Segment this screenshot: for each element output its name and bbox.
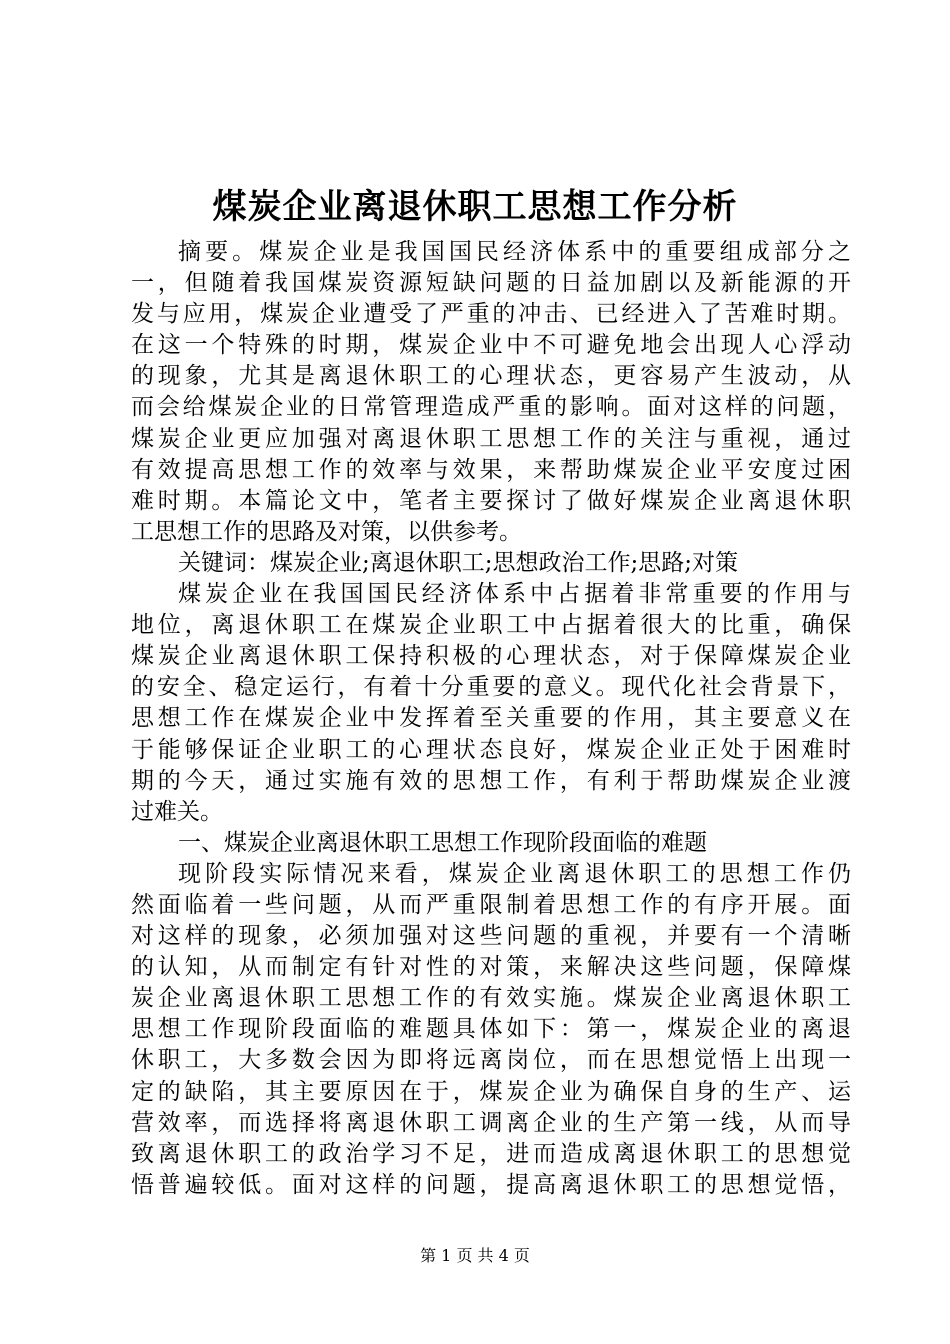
body-line: 致离退休职工的政治学习不足，进而造成离退休职工的思想觉 xyxy=(131,1140,851,1167)
body-line: 期的今天，通过实施有效的思想工作，有利于帮助煤炭企业渡 xyxy=(131,767,851,794)
body-line: 悟普遍较低。面对这样的问题，提高离退休职工的思想觉悟， xyxy=(131,1171,851,1198)
body-line: 炭企业离退休职工思想工作的有效实施。煤炭企业离退休职工 xyxy=(131,985,851,1012)
body-line: 思想工作在煤炭企业中发挥着至关重要的作用，其主要意义在 xyxy=(131,705,851,732)
body-line: 有效提高思想工作的效率与效果，来帮助煤炭企业平安度过困 xyxy=(131,456,851,483)
body-line: 过难关。 xyxy=(131,798,223,825)
body-line: 对这样的现象，必须加强对这些问题的重视，并要有一个清晰 xyxy=(131,923,851,950)
body-line: 然面临着一些问题，从而严重限制着思想工作的有序开展。面 xyxy=(131,891,851,918)
body-line: 的认知，从而制定有针对性的对策，来解决这些问题，保障煤 xyxy=(131,954,851,981)
body-line: 发与应用，煤炭企业遭受了严重的冲击、已经进入了苦难时期。 xyxy=(131,301,851,328)
body-line: 煤炭企业离退休职工保持积极的心理状态，对于保障煤炭企业 xyxy=(131,643,851,670)
body-line: 于能够保证企业职工的心理状态良好，煤炭企业正处于困难时 xyxy=(131,736,851,763)
body-line: 煤炭企业在我国国民经济体系中占据着非常重要的作用与 xyxy=(178,581,851,608)
body-line: 煤炭企业更应加强对离退休职工思想工作的关注与重视，通过 xyxy=(131,425,851,452)
body-line: 地位，离退休职工在煤炭企业职工中占据着很大的比重，确保 xyxy=(131,612,851,639)
document-title: 煤炭企业离退休职工思想工作分析 xyxy=(212,187,738,227)
body-line: 现阶段实际情况来看，煤炭企业离退休职工的思想工作仍 xyxy=(178,860,851,887)
body-line: 工思想工作的思路及对策，以供参考。 xyxy=(131,518,522,545)
body-line: 思想工作现阶段面临的难题具体如下：第一，煤炭企业的离退 xyxy=(131,1016,851,1043)
body-line: 定的缺陷，其主要原因在于，煤炭企业为确保自身的生产、运 xyxy=(131,1078,851,1105)
body-line: 而会给煤炭企业的日常管理造成严重的影响。面对这样的问题， xyxy=(131,394,851,421)
body-line: 的现象，尤其是离退休职工的心理状态，更容易产生波动，从 xyxy=(131,363,851,390)
body-line: 营效率，而选择将离退休职工调离企业的生产第一线，从而导 xyxy=(131,1109,851,1136)
body-line: 一，但随着我国煤炭资源短缺问题的日益加剧以及新能源的开 xyxy=(131,270,851,297)
body-line: 的安全、稳定运行，有着十分重要的意义。现代化社会背景下， xyxy=(131,674,851,701)
document-body xyxy=(131,237,851,1201)
page-footer: 第 1 页 共 4 页 xyxy=(420,1246,530,1265)
body-line: 在这一个特殊的时期，煤炭企业中不可避免地会出现人心浮动 xyxy=(131,332,851,359)
body-line: 关键词：煤炭企业;离退休职工;思想政治工作;思路;对策 xyxy=(178,549,738,576)
body-line: 难时期。本篇论文中，笔者主要探讨了做好煤炭企业离退休职 xyxy=(131,487,851,514)
body-line: 一、煤炭企业离退休职工思想工作现阶段面临的难题 xyxy=(178,829,707,856)
body-line: 摘要。煤炭企业是我国国民经济体系中的重要组成部分之 xyxy=(178,239,851,265)
body-line: 休职工，大多数会因为即将远离岗位，而在思想觉悟上出现一 xyxy=(131,1047,851,1074)
